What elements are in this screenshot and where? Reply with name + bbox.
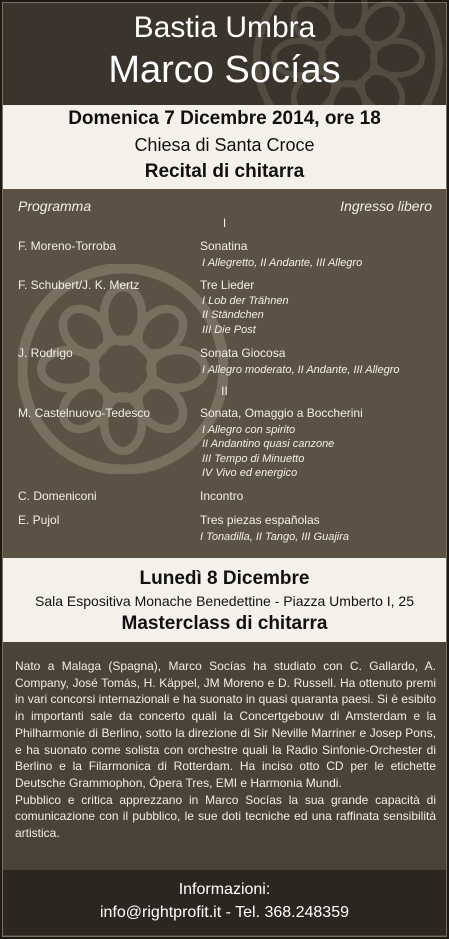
work-title: Incontro (200, 489, 244, 503)
movement-line: I Lob der Trähnen (202, 295, 289, 307)
composer-name: F. Moreno-Torroba (18, 239, 117, 253)
movement-line: I Allegro con spirito (202, 424, 296, 436)
programme-section (3, 189, 446, 558)
composer-name: F. Schubert/J. K. Mertz (18, 278, 140, 292)
movement-line: I Tonadilla, II Tango, III Guajira (200, 531, 349, 543)
place-title: Bastia Umbra (133, 11, 316, 44)
info-label: Informazioni: (178, 881, 271, 898)
biography-section (3, 642, 446, 870)
concert-venue: Chiesa di Santa Croce (134, 135, 315, 155)
part-one-marker: I (222, 216, 227, 230)
biography-paragraph: Pubblico e critica apprezzano in Marco Socías la sua grande capacità di comunicazione con il pubblico, le sue doti tecniche ed una raffinata sensibilità artistica. (15, 792, 436, 841)
part-two-marker: II (221, 384, 228, 398)
title-band (3, 3, 446, 105)
artist-title: Marco Socías (108, 49, 341, 91)
composer-name: M. Castelnuovo-Tedesco (18, 406, 151, 420)
biography-paragraph: Nato a Malaga (Spagna), Marco Socías ha studiato con C. Gallardo, A. Company, José Tomás, H. Käppel, JM Moreno e D. Russell. Ha ottenuto premi in vari concorsi internazionali e ha suonato in quasi quaranta paesi. Si è esibito in importanti sale da concerto quali la Concertgebouw di Amsterdam e la Philharmonie di Berlino, sotto la direzione di Sir Neville Marriner e Josep Pons, e ha suonato come solista con orchestre quali la Radio Sinfonie-Orchester di Berlino e la Filarmonica di Rotterdam. Ha inciso otto CD per le etichette Deutsche Grammophon, Ópera Tres, EMI e Harmonia Mundi. (15, 659, 436, 790)
movement-line: IV Vivo ed energico (202, 467, 298, 479)
movement-line: I Allegro moderato, II Andante, III Allegro (202, 364, 400, 376)
masterclass-title: Masterclass di chitarra (121, 613, 328, 634)
composer-name: E. Pujol (18, 513, 60, 527)
movement-line: II Ständchen (202, 309, 264, 321)
programme-label: Programma (18, 198, 92, 214)
concert-title: Recital di chitarra (144, 161, 305, 182)
composer-name: C. Domeniconi (18, 489, 97, 503)
work-title: Tres piezas españolas (200, 513, 320, 527)
work-title: Sonatina (200, 239, 248, 253)
movement-line: III Die Post (202, 324, 256, 336)
rose-window-image (18, 264, 228, 474)
masterclass-venue: Sala Espositiva Monache Benedettine - Piazza Umberto I, 25 (35, 593, 414, 609)
contact-details[interactable]: info@rightprofit.it - Tel. 368.248359 (100, 904, 349, 921)
concert-band (3, 105, 446, 189)
masterclass-date: Lunedì 8 Dicembre (139, 568, 310, 589)
work-title: Sonata, Omaggio a Boccherini (200, 406, 363, 420)
admission-label: Ingresso libero (340, 198, 432, 214)
movement-line: I Allegretto, II Andante, III Allegro (202, 257, 363, 269)
composer-name: J. Rodrigo (18, 346, 73, 360)
masterclass-band (3, 558, 446, 642)
concert-date: Domenica 7 Dicembre 2014, ore 18 (68, 108, 381, 129)
biography-text (15, 658, 436, 842)
movement-line: II Andantino quasi canzone (202, 438, 335, 450)
work-title: Sonata Giocosa (200, 346, 286, 360)
work-title: Tre Lieder (200, 278, 255, 292)
movement-line: III Tempo di Minuetto (202, 453, 305, 465)
info-band (3, 870, 446, 935)
